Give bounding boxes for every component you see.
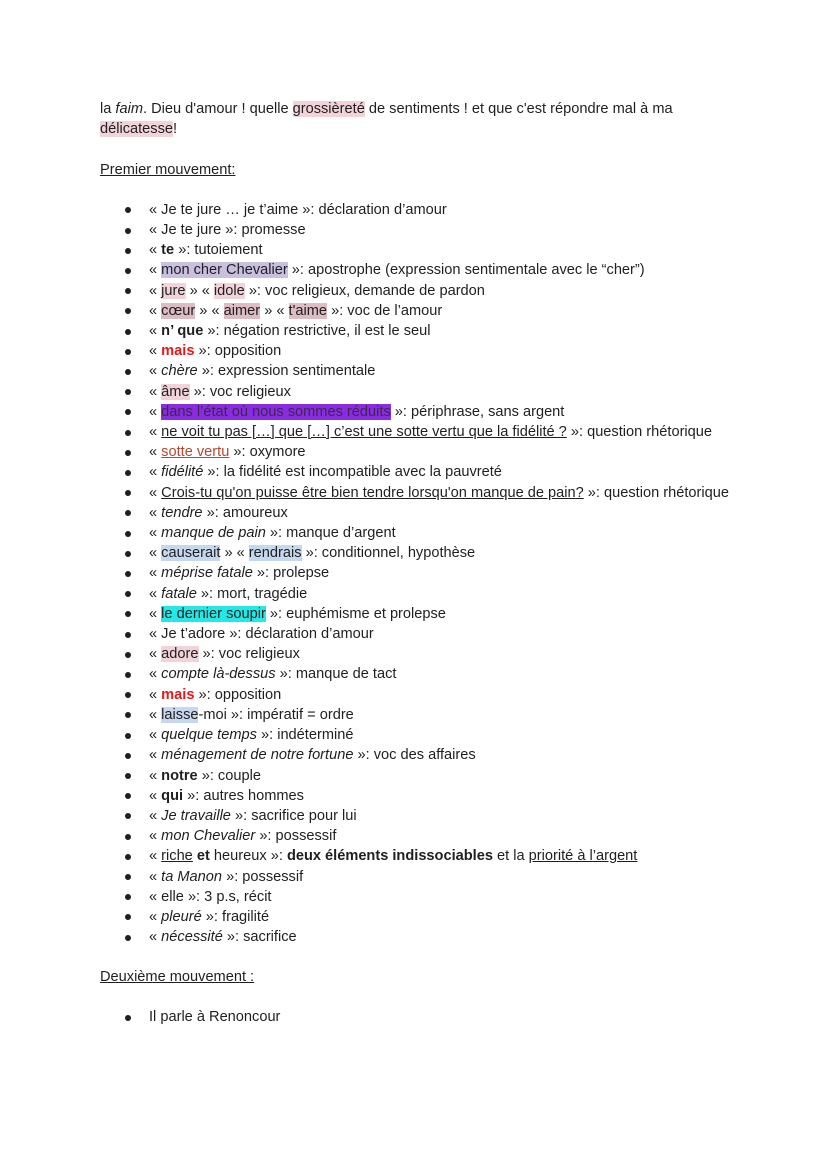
section-title-deuxieme-mouvement: Deuxième mouvement : (100, 969, 255, 986)
list-item: « Je t’adore »: déclaration d’amour (100, 624, 740, 644)
list-item: « compte là-dessus »: manque de tact (100, 664, 740, 684)
list-item: « sotte vertu »: oxymore (100, 442, 740, 462)
intro-paragraph (100, 99, 740, 140)
bullet-list-deuxieme (100, 1007, 740, 1027)
list-item: « chère »: expression sentimentale (100, 361, 740, 381)
highlight-grossierete: grossièreté (292, 101, 365, 117)
list-item: « qui »: autres hommes (100, 786, 740, 806)
list-item: « ta Manon »: possessif (100, 867, 740, 887)
section-title-premier-mouvement: Premier mouvement: (100, 161, 236, 178)
list-item: « dans l’état où nous sommes réduits »: périphrase, sans argent (100, 402, 740, 422)
list-item: « ne voit tu pas […] que […] c’est une sotte vertu que la fidélité ? »: question rhétorique (100, 422, 740, 442)
list-item: « nécessité »: sacrifice (100, 927, 740, 947)
list-item: « méprise fatale »: prolepse (100, 563, 740, 583)
list-item: « cœur » « aimer » « t'aime »: voc de l’amour (100, 301, 740, 321)
list-item: « mon Chevalier »: possessif (100, 826, 740, 846)
list-item: « riche et heureux »: deux éléments indissociables et la priorité à l’argent (100, 846, 740, 866)
list-item: « pleuré »: fragilité (100, 907, 740, 927)
list-item: « manque de pain »: manque d’argent (100, 523, 740, 543)
list-item: « te »: tutoiement (100, 240, 740, 260)
list-item: « jure » « idole »: voc religieux, demande de pardon (100, 281, 740, 301)
list-item: « notre »: couple (100, 766, 740, 786)
list-item: « fatale »: mort, tragédie (100, 584, 740, 604)
list-item: « ménagement de notre fortune »: voc des affaires (100, 745, 740, 765)
list-item: « Je te jure »: promesse (100, 220, 740, 240)
list-item: « mon cher Chevalier »: apostrophe (expression sentimentale avec le “cher”) (100, 260, 740, 280)
list-item: « elle »: 3 p.s, récit (100, 887, 740, 907)
list-item: « adore »: voc religieux (100, 644, 740, 664)
list-item: « quelque temps »: indéterminé (100, 725, 740, 745)
list-item: « tendre »: amoureux (100, 503, 740, 523)
intro-text: ! (173, 121, 178, 138)
intro-italic: faim (115, 101, 143, 117)
intro-text: la (100, 101, 116, 117)
list-item: « mais »: opposition (100, 685, 740, 705)
list-item: « âme »: voc religieux (100, 382, 740, 402)
list-item: Il parle à Renoncour (100, 1007, 740, 1027)
list-item: « Je travaille »: sacrifice pour lui (100, 806, 740, 826)
intro-text: . Dieu d'amour ! quelle (143, 101, 293, 117)
list-item: « mais »: opposition (100, 341, 740, 361)
intro-text: de sentiments ! et que c'est répondre mal à ma (364, 101, 673, 117)
list-item: « laisse-moi »: impératif = ordre (100, 705, 740, 725)
list-item: « causerait » « rendrais »: conditionnel, hypothèse (100, 543, 740, 563)
list-item: « le dernier soupir »: euphémisme et prolepse (100, 604, 740, 624)
highlight-delicatesse: délicatesse (100, 121, 174, 138)
list-item: « Crois-tu qu'on puisse être bien tendre lorsqu'on manque de pain? »: question rhétorique (100, 483, 740, 503)
bullet-list-premier (100, 200, 740, 948)
document-body (100, 99, 740, 1028)
list-item: « Je te jure … je t’aime »: déclaration d’amour (100, 200, 740, 220)
list-item: « fidélité »: la fidélité est incompatible avec la pauvreté (100, 462, 740, 482)
list-item: « n’ que »: négation restrictive, il est le seul (100, 321, 740, 341)
